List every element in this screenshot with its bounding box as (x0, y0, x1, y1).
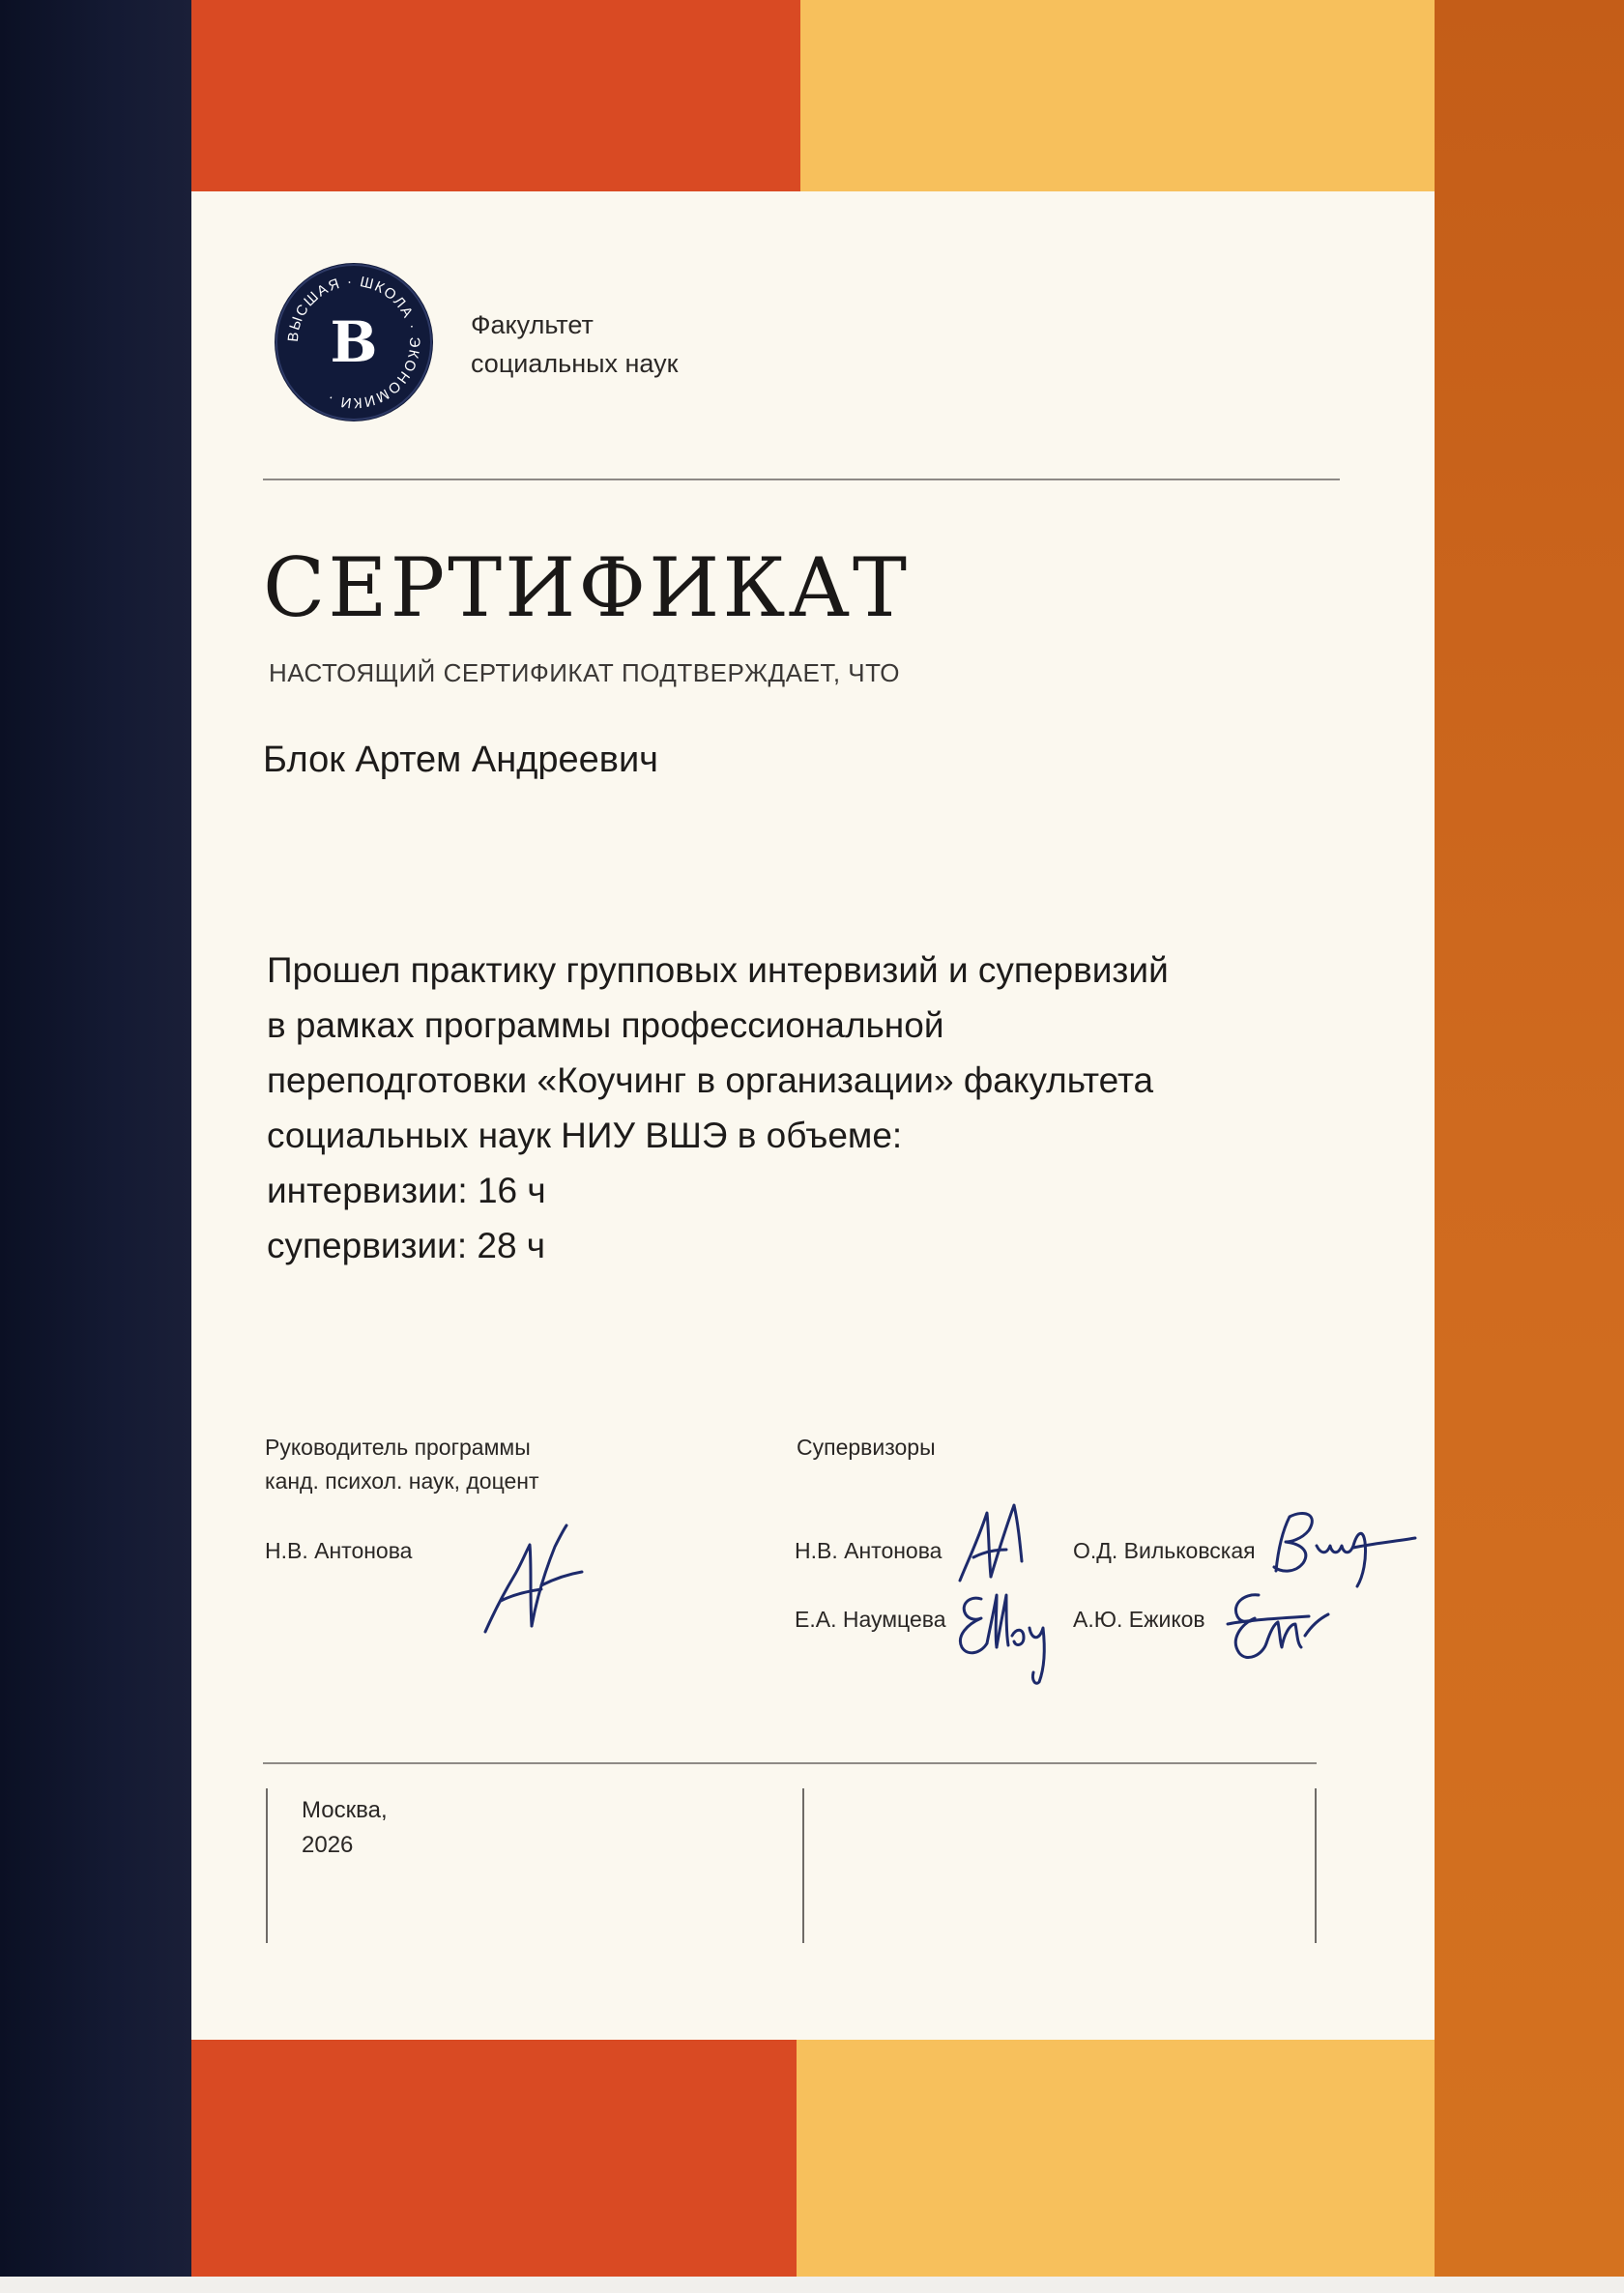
faculty-name (471, 305, 678, 383)
recipient-name: Блок Артем Андреевич (263, 740, 658, 780)
supervisor-name: О.Д. Вильковская (1073, 1538, 1256, 1563)
issue-year: 2026 (302, 1832, 354, 1858)
faculty-line-1: Факультет (471, 310, 594, 339)
signature-supervisor-1 (952, 1494, 1039, 1590)
body-line: супервизии: 28 ч (267, 1226, 546, 1265)
orange-frame-band-right (1435, 0, 1624, 2277)
signature-supervisor-2 (952, 1585, 1068, 1687)
red-frame-band-bottom (191, 2040, 797, 2277)
body-line: Прошел практику групповых интервизий и супервизий (267, 950, 1169, 990)
certificate-body (267, 943, 1330, 1273)
signature-supervisor-3 (1257, 1503, 1421, 1590)
program-head-degree: канд. психол. наук, доцент (265, 1468, 539, 1494)
footer-column-rule (1315, 1788, 1317, 1943)
certificate-subtitle: НАСТОЯЩИЙ СЕРТИФИКАТ ПОДТВЕРЖДАЕТ, ЧТО (269, 658, 901, 687)
yellow-frame-band-top (800, 0, 1435, 191)
certificate-title: СЕРТИФИКАТ (263, 540, 911, 635)
logo-letter: В (330, 309, 378, 375)
top-divider (263, 479, 1340, 480)
signature-supervisor-4 (1220, 1585, 1346, 1672)
yellow-frame-band-bottom (797, 2040, 1435, 2277)
issue-city: Москва, (302, 1797, 388, 1823)
program-head-label: Руководитель программы (265, 1435, 531, 1460)
body-line: в рамках программы профессиональной (267, 1005, 944, 1045)
signature-head (474, 1518, 599, 1643)
red-frame-band-top (191, 0, 800, 191)
supervisor-name: Н.В. Антонова (795, 1538, 942, 1563)
issue-place-date (302, 1793, 388, 1863)
supervisor-name: Е.А. Наумцева (795, 1607, 946, 1632)
program-head-name: Н.В. Антонова (265, 1538, 413, 1563)
hse-logo (273, 261, 435, 423)
table-edge (0, 2277, 1624, 2293)
faculty-line-2: социальных наук (471, 349, 679, 378)
navy-frame-band (0, 0, 191, 2277)
logo-ring-text: ВЫСШАЯ · ШКОЛА · ЭКОНОМИКИ · (284, 273, 423, 412)
footer-column-rule (802, 1788, 804, 1943)
supervisor-name: А.Ю. Ежиков (1073, 1607, 1205, 1632)
footer-column-rule (266, 1788, 268, 1943)
body-line: переподготовки «Коучинг в организации» факультета (267, 1060, 1154, 1100)
body-line: интервизии: 16 ч (267, 1171, 546, 1210)
supervisors-label: Супервизоры (797, 1435, 936, 1460)
bottom-divider (263, 1762, 1317, 1764)
body-line: социальных наук НИУ ВШЭ в объеме: (267, 1116, 903, 1155)
